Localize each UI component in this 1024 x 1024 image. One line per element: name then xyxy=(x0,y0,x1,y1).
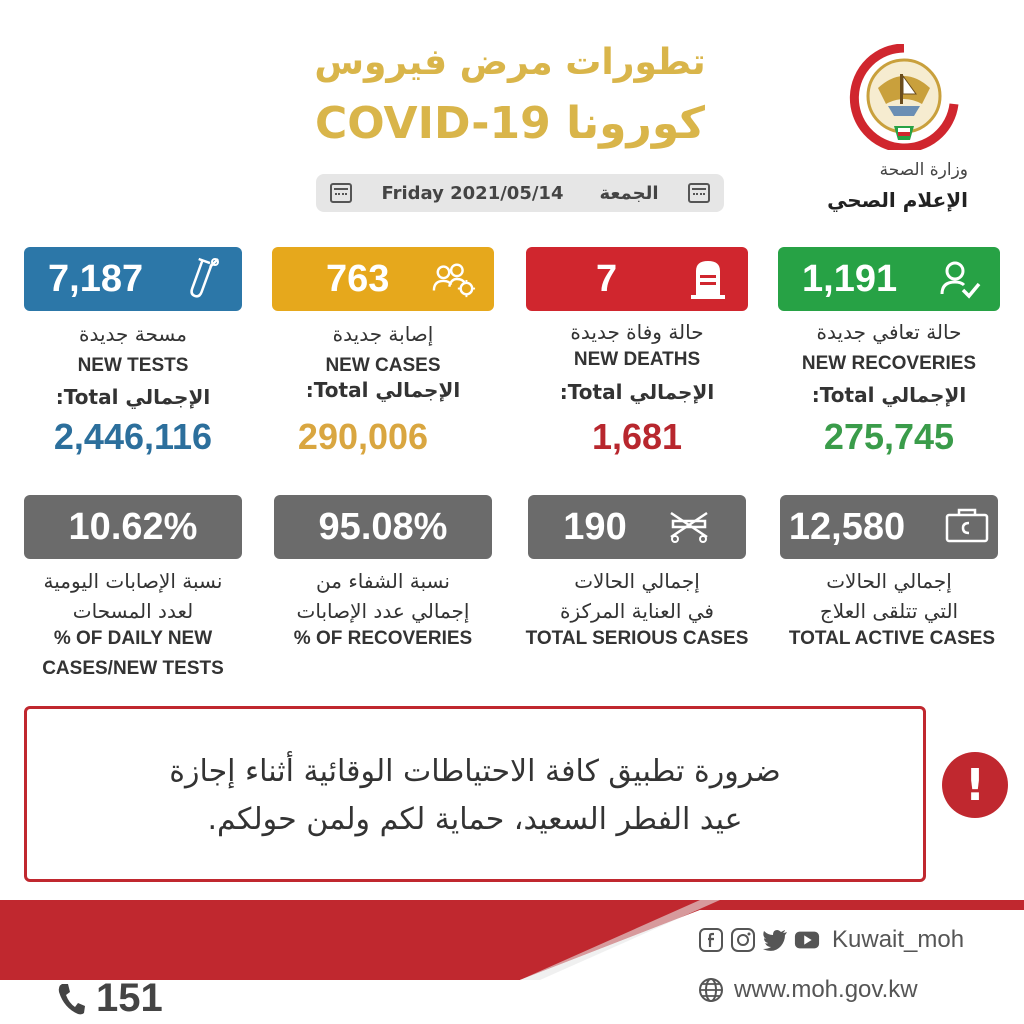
notice-text xyxy=(40,748,910,844)
recoveries-total-value: 275,745 xyxy=(823,416,955,457)
new-recoveries-value: 1,191 xyxy=(802,257,898,300)
notice-line-1: ضرورة تطبيق كافة الاحتياطات الوقائية أثناء إجازة xyxy=(169,754,781,789)
new-tests-value: 7,187 xyxy=(48,257,144,300)
serious-cases-label-ar-1: إجمالي الحالات xyxy=(574,569,700,593)
ministry-emblem-logo xyxy=(848,44,960,150)
active-cases-card xyxy=(780,495,998,559)
recovery-rate-value: 95.08% xyxy=(318,505,448,548)
calendar-icon xyxy=(330,183,352,203)
recovery-rate-card xyxy=(274,495,492,559)
phone-icon xyxy=(56,982,86,1016)
tests-total-value: 2,446,116 xyxy=(53,416,213,457)
recovery-rate-label-ar-2: إجمالي عدد الإصابات xyxy=(296,599,470,623)
new-tests-label-en: NEW TESTS xyxy=(77,355,189,376)
active-cases-value: 12,580 xyxy=(788,505,906,548)
recoveries-total-label: الإجمالي Total: xyxy=(811,383,967,407)
website-url: www.moh.gov.kw xyxy=(734,976,918,1003)
instagram-icon[interactable] xyxy=(730,927,756,953)
deaths-total-label: الإجمالي Total: xyxy=(559,380,715,404)
social-handle[interactable]: Kuwait_moh xyxy=(832,926,965,953)
new-deaths-label-en: NEW DEATHS xyxy=(573,349,701,370)
new-tests-label-ar: مسحة جديدة xyxy=(79,322,187,346)
positivity-rate-card xyxy=(24,495,242,559)
tombstone-icon xyxy=(686,257,730,301)
new-cases-label-ar: إصابة جديدة xyxy=(332,322,434,346)
youtube-icon[interactable] xyxy=(794,927,820,953)
people-virus-icon xyxy=(432,257,476,301)
recovery-rate-label-en: % OF RECOVERIES xyxy=(293,628,473,649)
calendar-icon xyxy=(688,183,710,203)
positivity-label-ar-1: نسبة الإصابات اليومية xyxy=(43,569,223,593)
cases-card xyxy=(272,247,494,311)
date-english: Friday 2021/05/14 xyxy=(381,182,564,204)
active-cases-label-ar-2: التي تتلقى العلاج xyxy=(819,599,959,623)
test-tube-icon xyxy=(180,257,224,301)
serious-cases-label-ar-2: في العناية المركزة xyxy=(560,599,714,623)
recoveries-card xyxy=(778,247,1000,311)
new-cases-label-en: NEW CASES xyxy=(325,355,441,376)
recovered-person-icon xyxy=(938,257,982,301)
website-link[interactable] xyxy=(698,976,918,1004)
serious-cases-card xyxy=(528,495,746,559)
tests-card xyxy=(24,247,242,311)
deaths-card xyxy=(526,247,748,311)
serious-cases-value: 190 xyxy=(563,505,627,548)
date-bar xyxy=(316,174,724,212)
twitter-icon[interactable] xyxy=(762,927,788,953)
hotline[interactable] xyxy=(56,976,163,1021)
new-cases-value: 763 xyxy=(326,257,390,300)
hospital-bed-icon xyxy=(667,507,711,547)
positivity-rate-value: 10.62% xyxy=(68,505,198,548)
date-day-arabic: الجمعة xyxy=(599,182,659,204)
title-arabic: تطورات مرض فيروس xyxy=(314,42,706,83)
new-deaths-label-ar: حالة وفاة جديدة xyxy=(570,320,704,344)
serious-cases-label-en: TOTAL SERIOUS CASES xyxy=(525,628,749,649)
cases-total-value: 290,006 xyxy=(297,416,429,457)
positivity-label-en-2: CASES/NEW TESTS xyxy=(42,658,224,679)
alert-icon: ! xyxy=(942,752,1008,818)
cases-total-label: الإجمالي Total: xyxy=(305,378,461,402)
title-covid: كورونا COVID-19 xyxy=(315,98,705,149)
globe-icon xyxy=(698,977,724,1003)
hotline-number: 151 xyxy=(96,976,163,1020)
ministry-name: وزارة الصحة xyxy=(879,160,968,180)
notice-line-2: عيد الفطر السعيد، حماية لكم ولمن حولكم. xyxy=(207,802,743,837)
new-recoveries-label-en: NEW RECOVERIES xyxy=(801,353,977,374)
new-recoveries-label-ar: حالة تعافي جديدة xyxy=(816,320,962,344)
medicine-box-icon xyxy=(945,507,989,547)
active-cases-label-en: TOTAL ACTIVE CASES xyxy=(788,628,996,649)
social-links xyxy=(698,926,964,954)
positivity-label-ar-2: لعدد المسحات xyxy=(72,599,194,623)
facebook-icon[interactable] xyxy=(698,927,724,953)
new-deaths-value: 7 xyxy=(596,257,618,300)
recovery-rate-label-ar-1: نسبة الشفاء من xyxy=(316,569,450,593)
media-department: الإعلام الصحي xyxy=(827,188,968,212)
active-cases-label-ar-1: إجمالي الحالات xyxy=(826,569,952,593)
deaths-total-value: 1,681 xyxy=(591,416,683,457)
tests-total-label: الإجمالي Total: xyxy=(55,385,211,409)
positivity-label-en-1: % OF DAILY NEW xyxy=(53,628,213,649)
